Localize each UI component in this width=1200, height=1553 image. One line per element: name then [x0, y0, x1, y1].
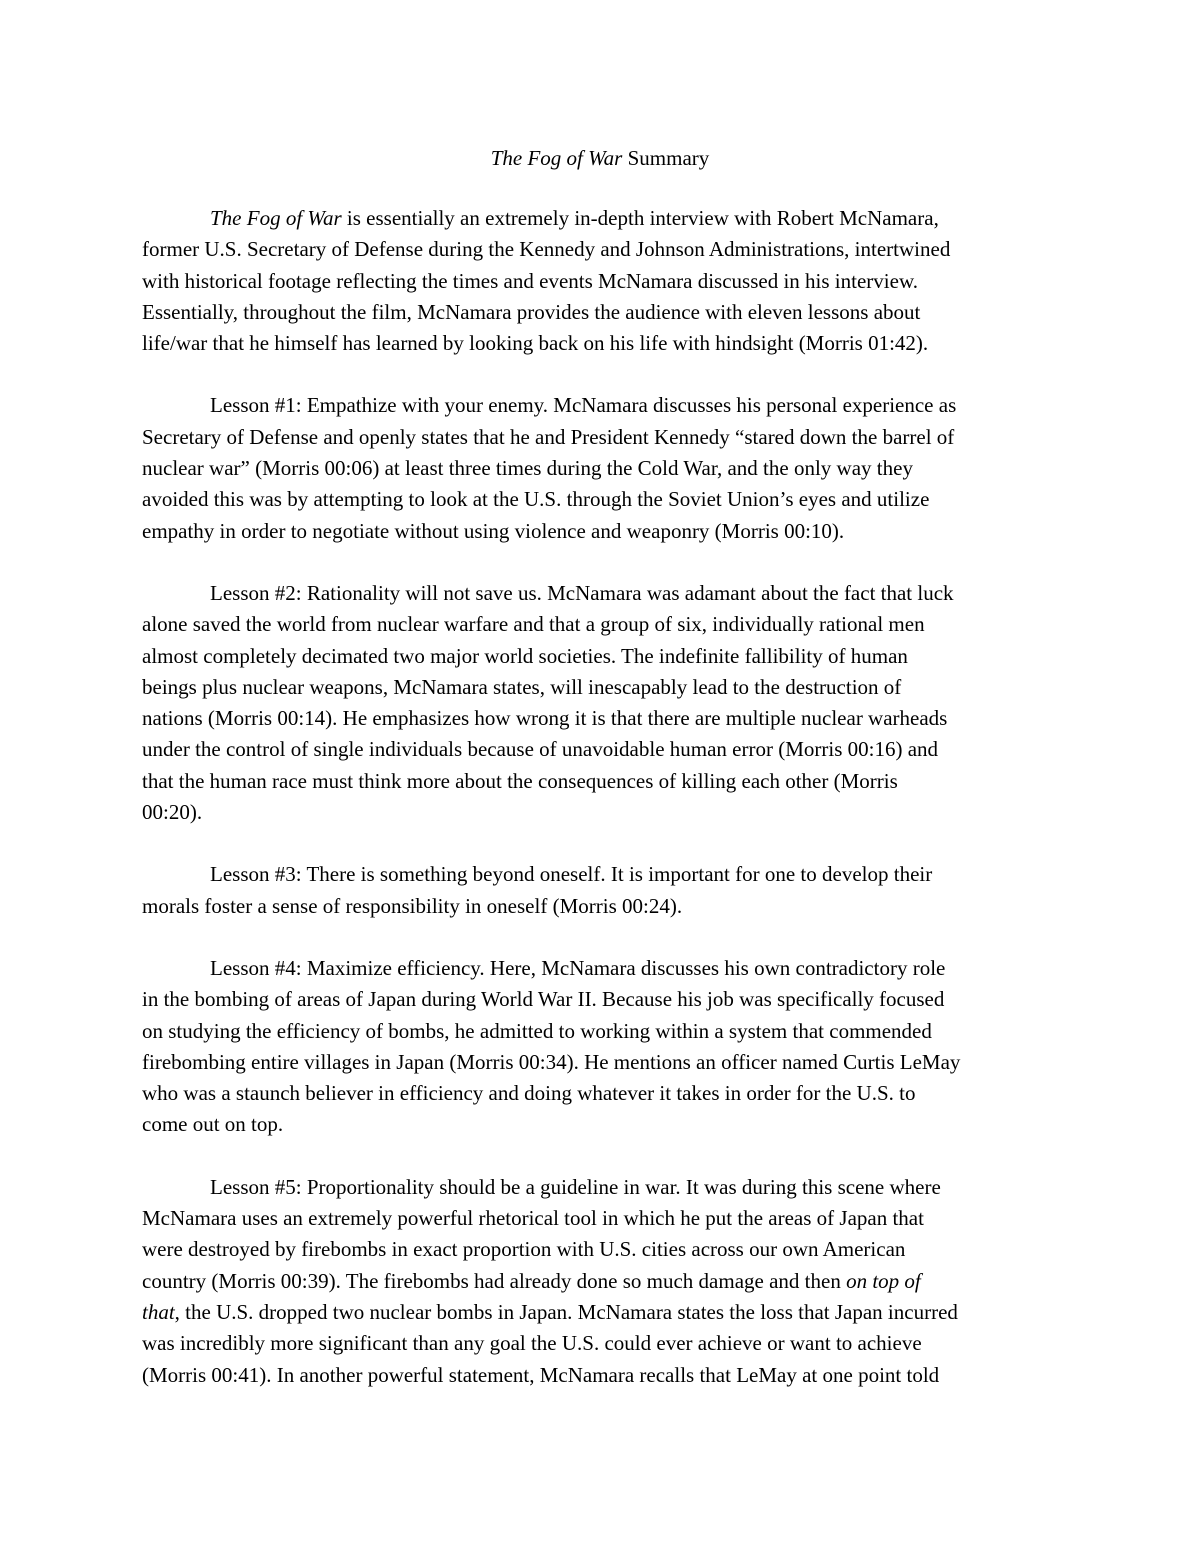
paragraph — [142, 203, 1062, 359]
text-line — [142, 609, 1062, 640]
text-run: nations (Morris 00:14). He emphasizes how wrong it is that there are multiple nuclear warheads — [142, 706, 948, 731]
paragraph — [142, 578, 1062, 828]
text-line — [142, 672, 1062, 703]
paragraph — [142, 1172, 1062, 1391]
text-line — [142, 297, 1062, 328]
paragraph — [142, 859, 1062, 922]
text-run: beings plus nuclear weapons, McNamara states, will inescapably lead to the destruction of — [142, 674, 902, 699]
text-line — [142, 641, 1062, 672]
text-run: McNamara uses an extremely powerful rhetorical tool in which he put the areas of Japan that — [142, 1206, 924, 1231]
text-line — [142, 1360, 1062, 1391]
text-run: , the U.S. dropped two nuclear bombs in Japan. McNamara states the loss that Japan incurred — [174, 1299, 958, 1324]
text-run: Lesson #1: Empathize with your enemy. McNamara discusses his personal experience as — [210, 393, 957, 418]
text-run: (Morris 00:41). In another powerful statement, McNamara recalls that LeMay at one point told — [142, 1362, 940, 1387]
document-title — [0, 143, 1200, 174]
text-run: 00:20). — [142, 800, 203, 825]
text-line — [142, 1109, 1062, 1140]
text-line — [142, 1172, 1062, 1203]
text-line — [142, 859, 1062, 890]
text-run: Lesson #3: There is something beyond oneself. It is important for one to develop their — [210, 862, 933, 887]
text-run: life/war that he himself has learned by looking back on his life with hindsight (Morris 01:42). — [142, 331, 929, 356]
text-run: avoided this was by attempting to look at the U.S. through the Soviet Union’s eyes and utilize — [142, 487, 930, 512]
text-run: Lesson #5: Proportionality should be a guideline in war. It was during this scene where — [210, 1174, 941, 1199]
text-line — [142, 234, 1062, 265]
text-line — [142, 422, 1062, 453]
text-line — [142, 484, 1062, 515]
paragraph — [142, 953, 1062, 1141]
text-run: alone saved the world from nuclear warfare and that a group of six, individually rational men — [142, 612, 925, 637]
text-run: who was a staunch believer in efficiency and doing whatever it takes in order for the U.S. to — [142, 1081, 916, 1106]
text-line — [142, 984, 1062, 1015]
text-line — [142, 797, 1062, 828]
text-line — [142, 453, 1062, 484]
text-run: country (Morris 00:39). The firebombs had already done so much damage and then — [142, 1268, 847, 1293]
title-suffix: Summary — [622, 146, 710, 170]
text-run: firebombing entire villages in Japan (Morris 00:34). He mentions an officer named Curtis LeMay — [142, 1049, 961, 1074]
text-line — [142, 390, 1062, 421]
text-line — [142, 1078, 1062, 1109]
text-run: under the control of single individuals because of unavoidable human error (Morris 00:16) and — [142, 737, 939, 762]
text-line — [142, 734, 1062, 765]
text-line — [142, 266, 1062, 297]
text-line — [142, 703, 1062, 734]
text-line — [142, 1016, 1062, 1047]
text-run: morals foster a sense of responsibility in oneself (Morris 00:24). — [142, 893, 683, 918]
text-line — [142, 766, 1062, 797]
text-line — [142, 1047, 1062, 1078]
text-line — [142, 1234, 1062, 1265]
text-line — [142, 516, 1062, 547]
paragraph — [142, 390, 1062, 546]
text-line — [142, 1266, 1062, 1297]
text-line — [142, 578, 1062, 609]
text-run: that the human race must think more about the consequences of killing each other (Morris — [142, 768, 898, 793]
title-film-name: The Fog of War — [490, 146, 623, 170]
italic-text: on top of — [846, 1268, 921, 1293]
text-line — [142, 891, 1062, 922]
text-run: former U.S. Secretary of Defense during the Kennedy and Johnson Administrations, intertwined — [142, 237, 951, 262]
text-run: were destroyed by firebombs in exact proportion with U.S. cities across our own American — [142, 1237, 906, 1262]
text-run: was incredibly more significant than any goal the U.S. could ever achieve or want to achieve — [142, 1331, 922, 1356]
text-run: Lesson #2: Rationality will not save us. McNamara was adamant about the fact that luck — [210, 580, 954, 605]
text-run: Secretary of Defense and openly states that he and President Kennedy “stared down the barrel of — [142, 424, 955, 449]
text-run: Lesson #4: Maximize efficiency. Here, McNamara discusses his own contradictory role — [210, 955, 946, 980]
text-run: come out on top. — [142, 1112, 284, 1137]
text-line — [142, 953, 1062, 984]
text-run: is essentially an extremely in-depth interview with Robert McNamara, — [341, 206, 939, 230]
text-run: empathy in order to negotiate without using violence and weaponry (Morris 00:10). — [142, 518, 845, 543]
text-run: nuclear war” (Morris 00:06) at least three times during the Cold War, and the only way they — [142, 456, 913, 481]
text-line — [142, 203, 1062, 234]
text-run: on studying the efficiency of bombs, he admitted to working within a system that commended — [142, 1018, 932, 1043]
italic-text: that — [142, 1299, 175, 1324]
text-run: almost completely decimated two major world societies. The indefinite fallibility of human — [142, 643, 908, 668]
text-run: in the bombing of areas of Japan during World War II. Because his job was specifically focused — [142, 987, 945, 1012]
text-run: Essentially, throughout the film, McNamara provides the audience with eleven lessons about — [142, 299, 921, 324]
text-run: with historical footage reflecting the times and events McNamara discussed in his interview. — [142, 268, 918, 293]
italic-text: The Fog of War — [210, 206, 342, 230]
text-line — [142, 328, 1062, 359]
text-line — [142, 1328, 1062, 1359]
document-body — [142, 203, 1062, 1422]
text-line — [142, 1297, 1062, 1328]
text-line — [142, 1203, 1062, 1234]
